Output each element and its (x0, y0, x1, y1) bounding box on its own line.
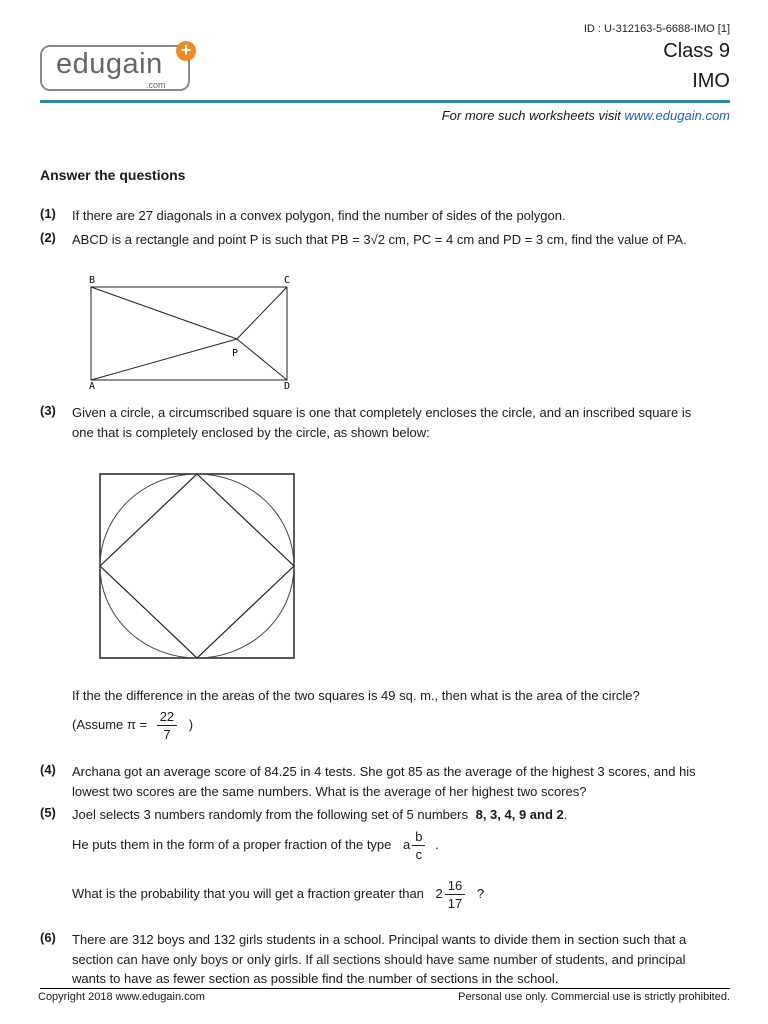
exam-label: IMO (692, 70, 730, 92)
question-text: Archana got an average score of 84.25 in 4 tests. She got 85 as the average of the highest 3 scores, and his lowest two scores are the same numbers. What is the average of her highest two scores? (72, 764, 696, 799)
assume-suffix: ) (188, 716, 194, 732)
q5-line3-text: What is the probability that you will get a fraction greater than (72, 885, 424, 901)
segment-pa (91, 339, 237, 380)
assume-line (72, 708, 712, 743)
segment-pb (91, 287, 237, 339)
pi-denominator: 7 (163, 727, 171, 742)
question-text: ABCD is a rectangle and point P is such that PB = 3√2 cm, PC = 4 cm and PD = 3 cm, find the value of PA. (72, 232, 687, 247)
visit-link[interactable]: www.edugain.com (624, 108, 730, 123)
label-a: A (89, 381, 96, 392)
visit-prefix: For more such worksheets visit (441, 108, 621, 123)
question-number: (2) (40, 230, 56, 245)
q5-period: . (563, 807, 568, 822)
label-b: B (89, 275, 96, 286)
segment-pc (237, 287, 287, 339)
question-text: Given a circle, a circumscribed square is one that completely encloses the circle, and an inscribed square is one that is completely enclosed by the circle, as shown below: (72, 405, 692, 440)
logo-dotcom: .com (146, 80, 166, 90)
circle-squares-figure (98, 472, 298, 662)
number-set: 8, 3, 4, 9 and 2 (475, 807, 564, 822)
q5-line2 (72, 828, 712, 863)
mixed-whole: 2 (435, 885, 443, 901)
mixed-fraction (445, 877, 465, 912)
question-number: (5) (40, 805, 56, 820)
question-number: (3) (40, 403, 56, 418)
section-title: Answer the questions (40, 167, 186, 183)
mixed-numerator: 16 (445, 877, 465, 895)
logo-text: edugain (56, 48, 163, 80)
question-text: There are 312 boys and 132 girls students in a school. Principal wants to divide them in section such that a section can have only boys or only girls. If all sections should have same number of students, and principal wants to have as fewer section as possible find the number of sections in the school. (72, 932, 687, 986)
q5-intro: Joel selects 3 numbers randomly from the following set of 5 numbers (72, 807, 468, 822)
type-denominator: c (415, 847, 423, 862)
visit-line (442, 108, 730, 123)
assume-prefix: (Assume π = (72, 716, 148, 732)
circumscribed-square (100, 474, 294, 658)
q5-line2-end: . (435, 836, 439, 852)
q5-line3 (72, 877, 712, 912)
pi-numerator: 22 (157, 708, 177, 726)
type-numerator: b (412, 828, 425, 846)
label-p: P (232, 348, 239, 359)
q5-line2-text: He puts them in the form of a proper fraction of the type (72, 836, 392, 852)
question-number: (4) (40, 762, 56, 777)
header-divider (40, 100, 730, 103)
question-text-continued: If the the difference in the areas of the two squares is 49 sq. m., then what is the area of the circle? (72, 688, 640, 703)
footer-notice: Personal use only. Commercial use is strictly prohibited. (458, 991, 730, 1003)
pi-fraction (157, 708, 177, 743)
question-number: (1) (40, 206, 56, 221)
logo-plus-icon: + (176, 41, 196, 61)
question-text (72, 805, 712, 825)
frac-whole: a (403, 836, 411, 852)
inscribed-square (100, 474, 294, 658)
q5-line3-end: ? (476, 885, 485, 901)
circle (100, 474, 294, 658)
segment-pd (237, 339, 287, 380)
question-number: (6) (40, 930, 56, 945)
type-fraction (412, 828, 425, 863)
rectangle-abcd (91, 287, 287, 380)
rectangle-figure (84, 272, 296, 392)
mixed-denominator: 17 (447, 896, 463, 911)
footer-divider (40, 988, 730, 989)
label-c: C (284, 275, 291, 286)
footer-copyright: Copyright 2018 www.edugain.com (38, 991, 205, 1003)
worksheet-id: ID : U-312163-5-6688-IMO [1] (583, 23, 730, 35)
class-label: Class 9 (663, 40, 730, 62)
question-text: If there are 27 diagonals in a convex polygon, find the number of sides of the polygon. (72, 208, 566, 223)
label-d: D (284, 381, 291, 392)
